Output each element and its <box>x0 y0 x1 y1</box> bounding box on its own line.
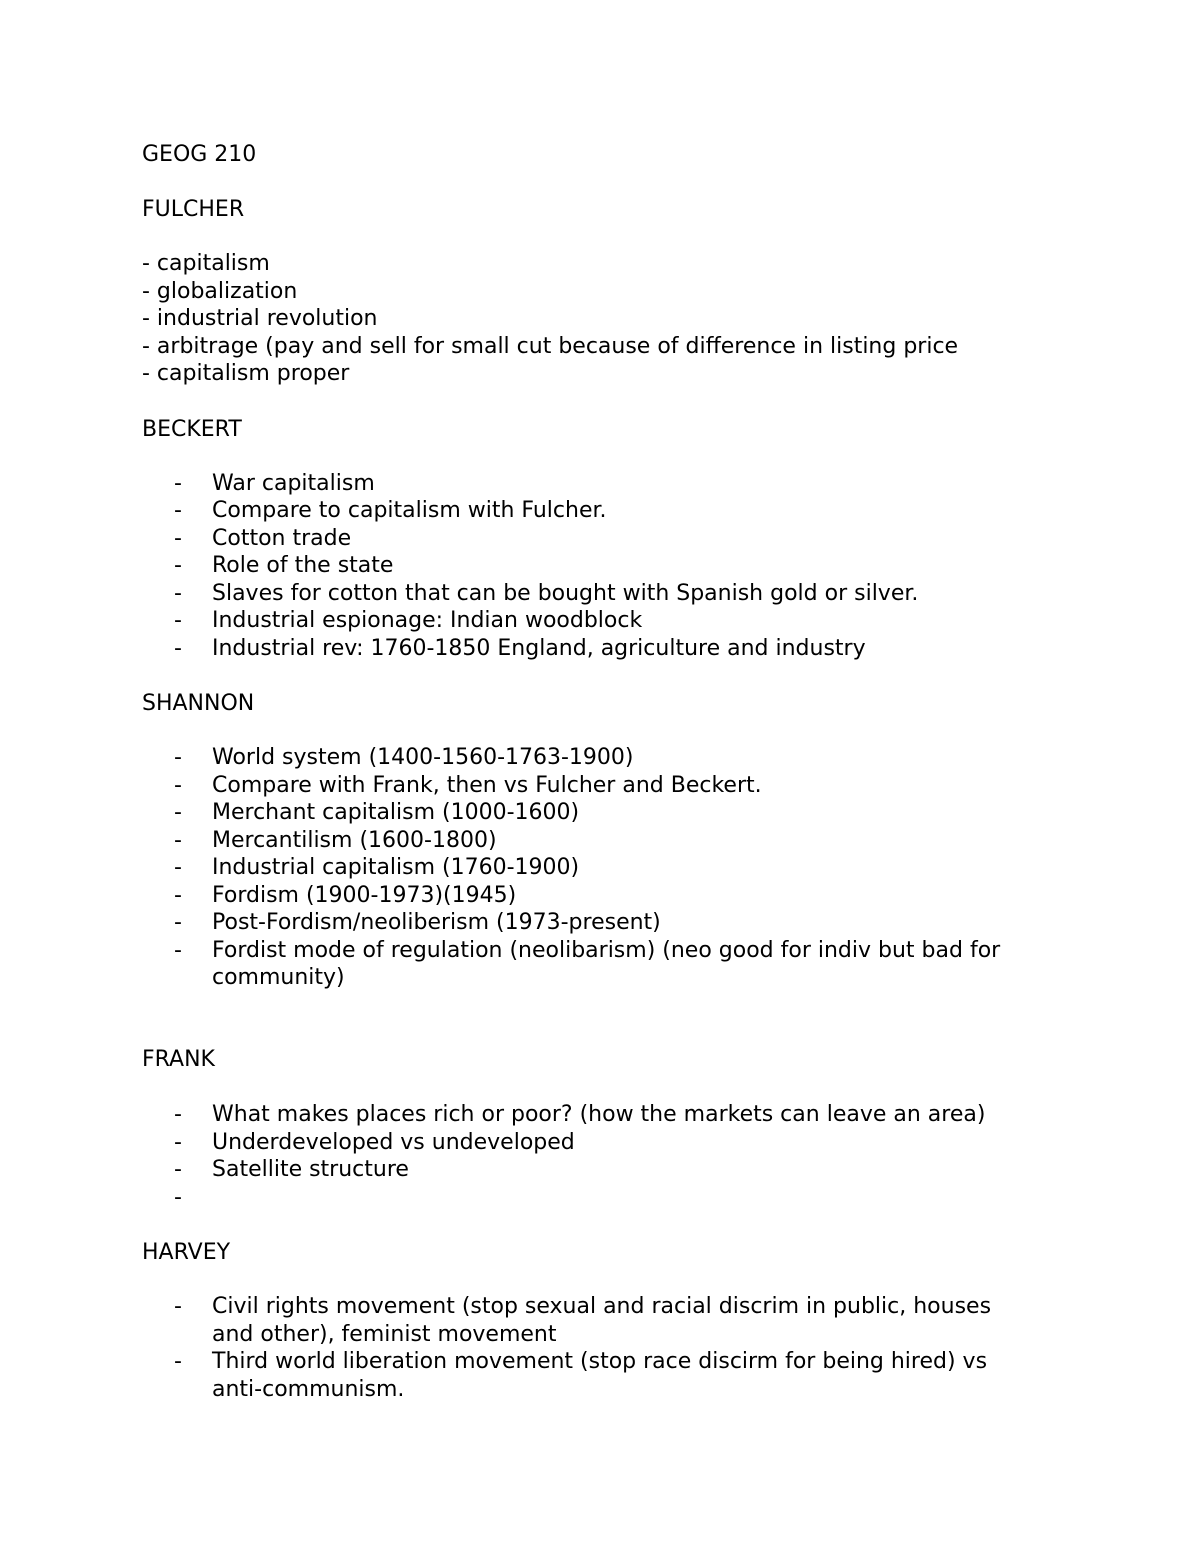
fulcher-item: - industrial revolution <box>142 306 378 331</box>
bullet-dash: - <box>174 800 182 825</box>
frank-item: Satellite structure <box>212 1157 409 1182</box>
bullet-dash: - <box>174 883 182 908</box>
shannon-item: Post-Fordism/neoliberism (1973-present) <box>212 910 661 935</box>
harvey-item-continuation: and other), feminist movement <box>212 1322 557 1347</box>
section-heading-shannon: SHANNON <box>142 691 255 716</box>
bullet-dash: - <box>174 471 182 496</box>
frank-item: Underdeveloped vs undeveloped <box>212 1130 575 1155</box>
beckert-item: Industrial rev: 1760-1850 England, agriculture and industry <box>212 636 866 661</box>
harvey-item-continuation: anti-communism. <box>212 1377 405 1402</box>
section-heading-frank: FRANK <box>142 1047 215 1072</box>
bullet-dash: - <box>174 1157 182 1182</box>
bullet-dash: - <box>174 745 182 770</box>
bullet-dash: - <box>174 1102 182 1127</box>
beckert-item: Industrial espionage: Indian woodblock <box>212 608 643 633</box>
bullet-dash: - <box>174 855 182 880</box>
shannon-item: World system (1400-1560-1763-1900) <box>212 745 634 770</box>
beckert-item: Slaves for cotton that can be bought with Spanish gold or silver. <box>212 581 919 606</box>
fulcher-item: - capitalism proper <box>142 361 350 386</box>
bullet-dash: - <box>174 828 182 853</box>
shannon-item: Merchant capitalism (1000-1600) <box>212 800 580 825</box>
bullet-dash: - <box>174 1185 182 1210</box>
harvey-item: Third world liberation movement (stop race discirm for being hired) vs <box>212 1349 988 1374</box>
section-heading-fulcher: FULCHER <box>142 197 245 222</box>
bullet-dash: - <box>174 1294 182 1319</box>
shannon-item: Industrial capitalism (1760-1900) <box>212 855 580 880</box>
shannon-item: Fordism (1900-1973)(1945) <box>212 883 517 908</box>
bullet-dash: - <box>174 1349 182 1374</box>
shannon-item-continuation: community) <box>212 965 345 990</box>
bullet-dash: - <box>174 608 182 633</box>
shannon-item: Compare with Frank, then vs Fulcher and Beckert. <box>212 773 762 798</box>
bullet-dash: - <box>174 526 182 551</box>
beckert-item: Role of the state <box>212 553 394 578</box>
beckert-item: Compare to capitalism with Fulcher. <box>212 498 607 523</box>
bullet-dash: - <box>174 1130 182 1155</box>
harvey-item: Civil rights movement (stop sexual and racial discrim in public, houses <box>212 1294 992 1319</box>
bullet-dash: - <box>174 636 182 661</box>
bullet-dash: - <box>174 910 182 935</box>
fulcher-item: - globalization <box>142 279 298 304</box>
shannon-item: Fordist mode of regulation (neolibarism) (neo good for indiv but bad for <box>212 938 1001 963</box>
bullet-dash: - <box>174 773 182 798</box>
bullet-dash: - <box>174 498 182 523</box>
shannon-item: Mercantilism (1600-1800) <box>212 828 497 853</box>
bullet-dash: - <box>174 938 182 963</box>
frank-item: What makes places rich or poor? (how the markets can leave an area) <box>212 1102 986 1127</box>
course-title: GEOG 210 <box>142 142 257 167</box>
fulcher-item: - capitalism <box>142 251 270 276</box>
section-heading-harvey: HARVEY <box>142 1240 231 1265</box>
section-heading-beckert: BECKERT <box>142 417 242 442</box>
beckert-item: Cotton trade <box>212 526 352 551</box>
fulcher-item: - arbitrage (pay and sell for small cut because of difference in listing price <box>142 334 959 359</box>
beckert-item: War capitalism <box>212 471 375 496</box>
bullet-dash: - <box>174 553 182 578</box>
bullet-dash: - <box>174 581 182 606</box>
